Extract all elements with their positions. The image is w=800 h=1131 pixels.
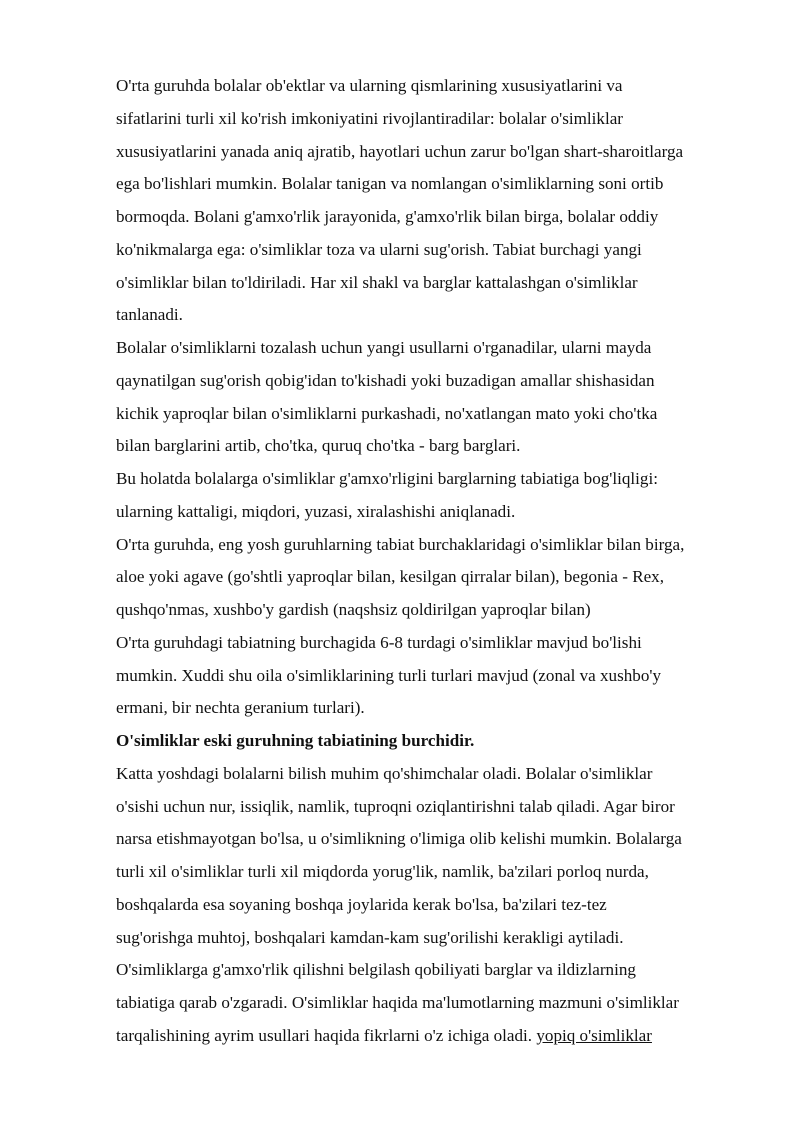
document-page	[116, 70, 746, 1053]
text-line: ularning kattaligi, miqdori, yuzasi, xiralashishi aniqlanadi.	[116, 501, 516, 521]
paragraph	[116, 70, 746, 332]
text-line: ko'nikmalarga ega: o'simliklar toza va ularni sug'orish. Tabiat burchagi yangi	[116, 239, 642, 259]
paragraph	[116, 529, 746, 627]
text-line: O'rta guruhda bolalar ob'ektlar va ularning qismlarining xususiyatlarini va	[116, 76, 623, 95]
text-line: tabiatiga qarab o'zgaradi. O'simliklar haqida ma'lumotlarning mazmuni o'simliklar	[116, 993, 679, 1012]
section-heading	[116, 725, 746, 758]
text-line: sug'orishga muhtoj, boshqalari kamdan-kam sug'orilishi kerakligi aytiladi.	[116, 927, 624, 947]
text-line: o'sishi uchun nur, issiqlik, namlik, tuproqni oziqlantirishni talab qiladi. Agar biror	[116, 796, 675, 816]
text-line: bilan barglarini artib, cho'tka, quruq cho'tka - barg barglari.	[116, 436, 521, 456]
text-line: Bu holatda bolalarga o'simliklar g'amxo'rligini barglarning tabiatiga bog'liqligi:	[116, 469, 658, 488]
paragraph	[116, 627, 746, 725]
text-line: O'simliklarga g'amxo'rlik qilishni belgilash qobiliyati barglar va ildizlarning	[116, 960, 636, 980]
text-line: tanlanadi.	[116, 305, 183, 325]
text-line: mumkin. Xuddi shu oila o'simliklarining turli turlari mavjud (zonal va xushbo'y	[116, 665, 662, 685]
text-line: ega bo'lishlari mumkin. Bolalar tanigan va nomlangan o'simliklarning soni ortib	[116, 174, 664, 194]
text-line: bormoqda. Bolani g'amxo'rlik jarayonida, g'amxo'rlik bilan birga, bolalar oddiy	[116, 207, 659, 226]
text-line: O'rta guruhda, eng yosh guruhlarning tabiat burchaklaridagi o'simliklar bilan birga,	[116, 534, 685, 554]
text-line: Bolalar o'simliklarni tozalash uchun yangi usullarni o'rganadilar, ularni mayda	[116, 338, 652, 357]
final-line-text: tarqalishining ayrim usullari haqida fikrlarni o'z ichiga oladi.	[116, 1025, 537, 1045]
text-line: aloe yoki agave (go'shtli yaproqlar bilan, kesilgan qirralar bilan), begonia - Rex,	[116, 567, 665, 587]
document-body	[116, 70, 746, 1020]
text-line: boshqalarda esa soyaning boshqa joylarida kerak bo'lsa, ba'zilari tez-tez	[116, 894, 607, 914]
paragraph	[116, 758, 746, 1020]
text-line: narsa etishmayotgan bo'lsa, u o'simlikning o'limiga olib kelishi mumkin. Bolalarga	[116, 829, 682, 849]
paragraph	[116, 332, 746, 463]
text-line: Katta yoshdagi bolalarni bilish muhim qo'shimchalar oladi. Bolalar o'simliklar	[116, 763, 653, 783]
text-line: sifatlarini turli xil ko'rish imkoniyatini rivojlantiradilar: bolalar o'simliklar	[116, 108, 624, 128]
text-line: ermani, bir nechta geranium turlari).	[116, 698, 365, 718]
text-line: O'rta guruhdagi tabiatning burchagida 6-8 turdagi o'simliklar mavjud bo'lishi	[116, 632, 642, 652]
text-line: kichik yaproqlar bilan o'simliklarni purkashadi, no'xatlangan mato yoki cho'tka	[116, 403, 658, 423]
text-line: qaynatilgan sug'orish qobig'idan to'kishadi yoki buzadigan amallar shishasidan	[116, 370, 655, 390]
text-line: turli xil o'simliklar turli xil miqdorda yorug'lik, namlik, ba'zilari porloq nurda,	[116, 862, 649, 881]
text-line: qushqo'nmas, xushbo'y gardish (naqshsiz qoldirilgan yaproqlar bilan)	[116, 600, 591, 619]
text-line: o'simliklar bilan to'ldiriladi. Har xil shakl va barglar kattalashgan o'simliklar	[116, 272, 638, 292]
text-line: xususiyatlarini yanada aniq ajratib, hayotlari uchun zarur bo'lgan shart-sharoitlarga	[116, 141, 684, 161]
hyperlink-yopiq-osimliklar[interactable]: yopiq o'simliklar	[536, 1025, 652, 1045]
text-line: O'simliklar eski guruhning tabiatining burchidir.	[116, 731, 475, 750]
paragraph	[116, 463, 746, 529]
text-line-final	[116, 1020, 746, 1053]
